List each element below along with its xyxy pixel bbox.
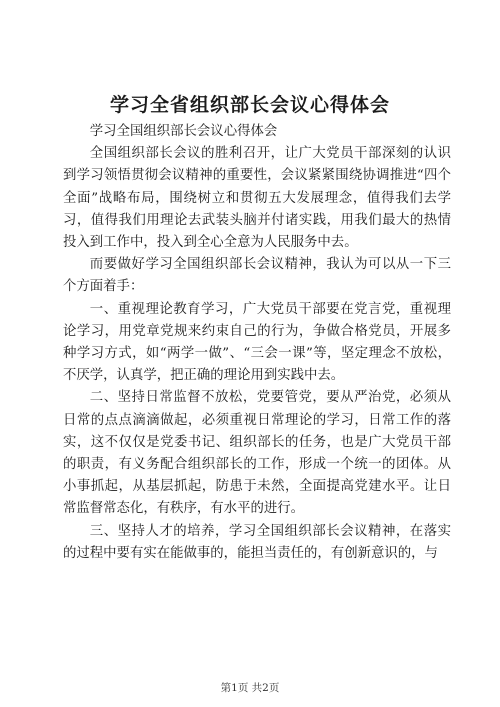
paragraph-point-one: 一、重视理论教育学习，广大党员干部要在党言党，重视理论学习，用党章党规来约束自己的行为，争做合格党员，开展多种学习方式，如“两学一做”、“三会一课”等，坚定理念不放松，不厌学，认真学，把正确的理论用到实践中去。 — [63, 301, 451, 384]
paragraph-approach: 而要做好学习全国组织部长会议精神，我认为可以从一下三个方面着手： — [63, 257, 451, 295]
document-title: 学习全省组织部长会议心得体会 — [109, 94, 390, 116]
document-body — [63, 121, 451, 565]
page-number-footer: 第1页 共2页 — [220, 682, 280, 694]
paragraph-point-two: 二、坚持日常监督不放松，党要管党，要从严治党，必须从日常的点点滴滴做起，必须重视日常理论的学习，日常工作的落实，这不仅仅是党委书记、组织部长的任务，也是广大党员干部的职责，有义务配合组织部长的工作，形成一个统一的团体。从小事抓起，从基层抓起，防患于未然，全面提高党建水平。让日常监督常态化，有秩序，有水平的进行。 — [63, 390, 451, 517]
paragraph-intro: 全国组织部长会议的胜利召开，让广大党员干部深刻的认识到学习领悟贯彻会议精神的重要性，会议紧紧围绕协调推进“四个全面”战略布局，围绕树立和贯彻五大发展理念，值得我们去学习，值得我们用理论去武装头脑并付诸实践，用我们最大的热情投入到工作中，投入到全心全意为人民服务中去。 — [63, 146, 451, 251]
document-subtitle: 学习全国组织部长会议心得体会 — [89, 124, 278, 139]
paragraph-point-three: 三、坚持人才的培养，学习全国组织部长会议精神，在落实的过程中要有实在能做事的，能担当责任的，有创新意识的，与 — [63, 523, 451, 561]
